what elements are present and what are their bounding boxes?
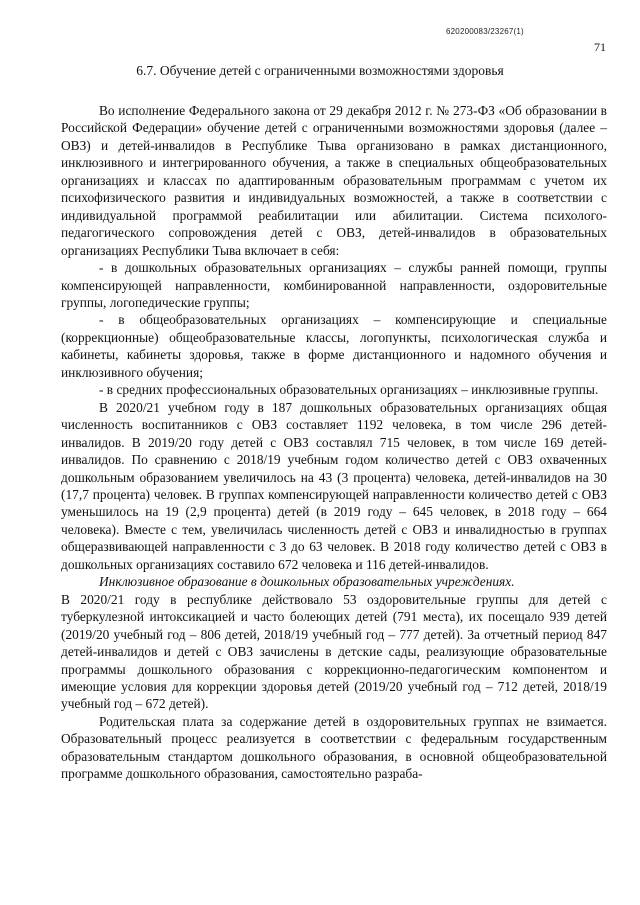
list-item-preschool: - в дошкольных образовательных организациях – службы ранней помощи, группы компенсирующей направленности, комбинированной направленности, оздоровительные группы, логопедические группы; xyxy=(61,260,607,310)
document-body xyxy=(61,102,607,783)
section-title: 6.7. Обучение детей с ограниченными возможностями здоровья xyxy=(136,63,504,78)
paragraph-health-groups: В 2020/21 году в республике действовало 53 оздоровительные группы для детей с туберкулезной интоксикацией и часто болеющих детей (791 места), их посещало 939 детей (2019/20 учебный год – 806 детей, 2018/19 учебный год – 777 детей). За отчетный период 847 детей-инвалидов и детей с ОВЗ зачислены в детские сады, реализующие образовательные программы дошкольного образования с коррекционно-педагогическим компонентом и имеющие условия для коррекции здоровья детей (2019/20 учебный год – 712 детей, 2018/19 учебный год – 672 детей). xyxy=(61,591,607,712)
list-item-general-education: - в общеобразовательных организациях – компенсирующие и специальные (коррекционные) общеобразовательные классы, логопункты, психологическая служба и кабинеты, кабинеты здоровья, также в форме дистанционного и надомного обучения и инклюзивного обучения; xyxy=(61,312,607,380)
subheading-inclusive-education: Инклюзивное образование в дошкольных образовательных учреждениях. xyxy=(99,574,515,590)
paragraph-parental-fee: Родительская плата за содержание детей в оздоровительных группах не взимается. Образовательный процесс реализуется в соответствии с федеральным государственным образовательным стандартом дошкольного образования, в основной общеобразовательной программе дошкольного образования, самостоятельно разраба- xyxy=(61,713,607,782)
document-id: 620200083/23267(1) xyxy=(446,27,524,36)
page-number: 71 xyxy=(594,40,606,54)
paragraph-statistics: В 2020/21 учебном году в 187 дошкольных образовательных организациях общая численность воспитанников с ОВЗ составляет 1192 человека, в том числе 296 детей-инвалидов. В 2019/20 году детей с ОВЗ составлял 715 человек, в том числе 169 детей-инвалидов. По сравнению с 2018/19 учебным годом количество детей с ОВЗ охваченных дошкольным образованием увеличилось на 43 (3 процента) человека, детей-инвалидов на 30 (17,7 процента) человек. В группах компенсирующей направленности количество детей с ОВЗ уменьшилось на 19 (2,9 процента) детей (в 2019 году – 645 человек, в 2018 году – 664 человека). Вместе с тем, увеличилась численность детей с ОВЗ и инвалидностью в группах общеразвивающей направленности с 3 до 63 человек. В 2018 году количество детей с ОВЗ в дошкольных организациях составило 672 человека и 116 детей-инвалидов. xyxy=(61,399,607,572)
paragraph-intro: Во исполнение Федерального закона от 29 декабря 2012 г. № 273-ФЗ «Об образовании в Российской Федерации» обучение детей с ограниченными возможностями здоровья (далее – ОВЗ) и детей-инвалидов в Республике Тыва организовано в рамках дистанционного, инклюзивного и интегрированного обучения, а также в специальных общеобразовательных организациях и классах по адаптированным образовательным программам с учетом их психофизического развития и индивидуальных возможностей, а также в соответствии с индивидуальной программой реабилитации или абилитации. Система психолого-педагогического сопровождения детей с ОВЗ, детей-инвалидов в образовательных организациях Республики Тыва включает в себя: xyxy=(61,103,607,258)
list-item-vocational: - в средних профессиональных образовательных организациях – инклюзивные группы. xyxy=(99,382,599,398)
